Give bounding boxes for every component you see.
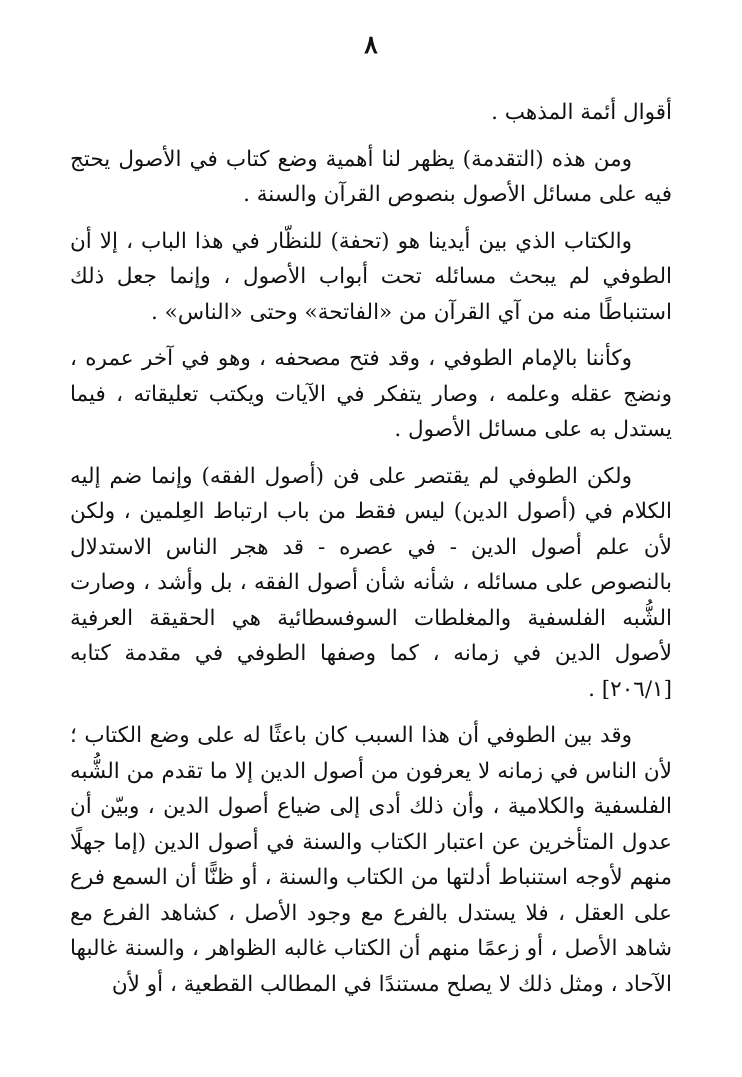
- paragraph-6: وقد بين الطوفي أن هذا السبب كان باعثًا له على وضع الكتاب ؛ لأن الناس في زمانه لا يعرفون من أصول الدين إلا ما تقدم من الشُّبه الفلسفية والكلامية ، وأن ذلك أدى إلى ضياع أصول الدين ، وبيّن أن عدول المتأخرين عن اعتبار الكتاب والسنة في أصول الدين (إما جهلًا منهم لأوجه استنباط أدلتها من الكتاب والسنة ، أو ظنًّا أن السمع فرع على العقل ، فلا يستدل بالفرع مع وجود الأصل ، كشاهد الفرع مع شاهد الأصل ، أو زعمًا منهم أن الكتاب غالبه الظواهر ، والسنة غالبها الآحاد ، ومثل ذلك لا يصلح مستندًا في المطالب القطعية ، أو لأن: [70, 723, 672, 997]
- paragraph-1: أقوال أئمة المذهب .: [491, 100, 672, 125]
- body-text: [70, 95, 672, 1002]
- page-number: ٨: [364, 30, 378, 59]
- paragraph-3: والكتاب الذي بين أيدينا هو (تحفة) للنظّار في هذا الباب ، إلا أن الطوفي لم يبحث مسائله تحت أبواب الأصول ، وإنما جعل ذلك استنباطًا منه من آي القرآن من «الفاتحة» وحتى «الناس» .: [70, 228, 672, 325]
- paragraph-2: ومن هذه (التقدمة) يظهر لنا أهمية وضع كتاب في الأصول يحتج فيه على مسائل الأصول بنصوص القرآن والسنة .: [70, 146, 672, 207]
- paragraph-5: ولكن الطوفي لم يقتصر على فن (أصول الفقه) وإنما ضم إليه الكلام في (أصول الدين) ليس فقط من باب ارتباط العِلمين ، ولكن لأن علم أصول الدين - في عصره - قد هجر الناس الاستدلال بالنصوص على مسائله ، شأنه شأن أصول الفقه ، بل وأشد ، وصارت الشُّبه الفلسفية والمغلطات السوفسطائية هي الحقيقة العرفية لأصول الدين في زمانه ، كما وصفها الطوفي في مقدمة كتابه [٢٠٦/١] .: [70, 463, 672, 702]
- paragraph-4: وكأننا بالإمام الطوفي ، وقد فتح مصحفه ، وهو في آخر عمره ، ونضج عقله وعلمه ، وصار يتفكر في الآيات ويكتب تعليقاته ، فيما يستدل به على مسائل الأصول .: [70, 346, 672, 442]
